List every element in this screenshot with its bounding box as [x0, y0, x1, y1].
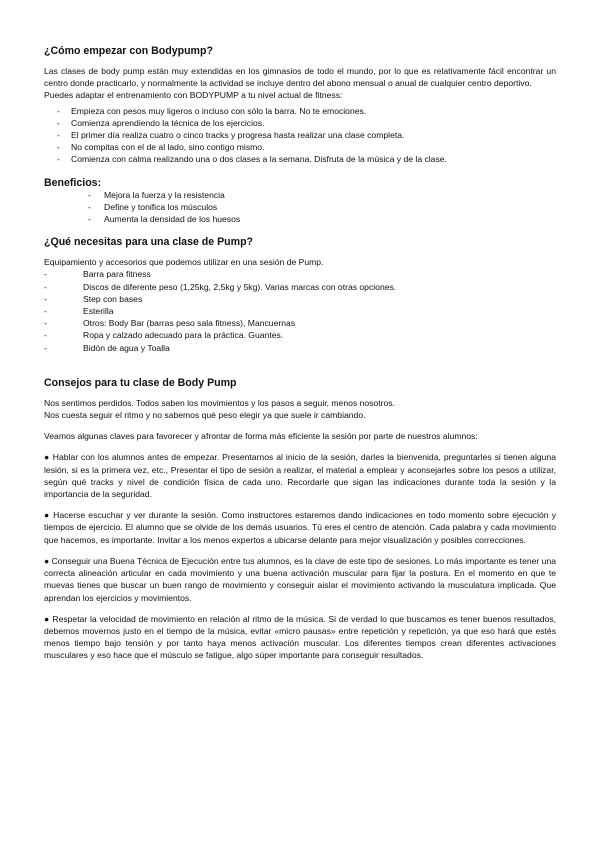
dash-bullet: - — [88, 214, 91, 225]
section-title-tips: Consejos para tu clase de Body Pump — [44, 376, 237, 389]
tip-paragraph-1: ● Hablar con los alumnos antes de empezar. Presentarnos al inicio de la sesión, darles la bienvenida, preguntarles si tienen alguna lesión, si es la primera vez, etc., Presentar el tipo de sesión a realizar, el material a emplear y aconsejarles sobre los pesos a utilizar, según qué tracks y nivel de condición física de cada uno. Recordarle que sigan las indicaciones durante toda la sesión y la importancia de la seguridad. — [44, 452, 556, 500]
list-item: - Ropa y calzado adecuado para la práctica. Guantes. — [44, 330, 284, 341]
equipment-list — [44, 268, 556, 353]
tips-intro-line-2: Nos cuesta seguir el ritmo y no sabemos qué peso elegir ya que suele ir cambiando. — [44, 410, 366, 421]
section-title-benefits: Beneficios: — [44, 176, 102, 189]
list-item: - El primer día realiza cuatro o cinco tracks y progresa hasta realizar una clase completa. — [57, 130, 405, 141]
dash-bullet: - — [44, 293, 47, 304]
dash-bullet: - — [88, 201, 91, 212]
list-item: - Barra para fitness — [44, 269, 151, 280]
list-item: - Comienza aprendiendo la técnica de los ejercicios. — [57, 117, 265, 128]
list-item: - No compitas con el de al lado, sino contigo mismo. — [57, 142, 265, 153]
tips-keys-paragraph: Veamos algunas claves para favorecer y afrontar de forma más eficiente la sesión por parte de nuestros alumnos: — [44, 431, 478, 442]
tip-paragraph-3: ● Conseguir una Buena Técnica de Ejecución entre tus alumnos, es la clave de este tipo de sesiones. Lo más importante es tener una correcta alineación articular en cada movimiento y una buena activación muscular para fijar la postura. En el momento en que te muevas tienes que buscar un buen rango de movimiento y conseguir aislar el movimiento activando la musculatura implicada. Que aprendan los ejercicios y movimientos. — [44, 555, 556, 603]
list-item: - Empieza con pesos muy ligeros o incluso con sólo la barra. No te emociones. — [57, 105, 367, 116]
dash-bullet: - — [88, 189, 91, 200]
list-item: - Step con bases — [44, 293, 143, 304]
tip-paragraph-2: ● Hacerse escuchar y ver durante la sesión. Como instructores estaremos dando indicaciones en todo momento sobre ejecución y tiempos de ejercicio. El alumno que se olvide de los demás usuarios. Tú eres el centro de atención. Cada palabra y cada movimiento que hacemos, es importante. Invitar a los menos expertos a ubicarse delante para mejor visualización y posibles correcciones. — [44, 510, 556, 545]
list-item: - Otros: Body Bar (barras peso sala fitness), Mancuernas — [44, 318, 296, 329]
list-item: - Comienza con calma realizando una o dos clases a la semana. Disfruta de la música y de la clase. — [57, 154, 447, 165]
dash-bullet: - — [44, 330, 47, 341]
dash-bullet: - — [57, 142, 60, 153]
dash-bullet: - — [57, 117, 60, 128]
dash-bullet: - — [57, 154, 60, 165]
list-item: - Esterilla — [44, 306, 114, 317]
section-title-how-to-start: ¿Cómo empezar con Bodypump? — [44, 45, 213, 57]
equipment-lead: Equipamiento y accesorios que podemos utilizar en una sesión de Pump. — [44, 257, 324, 268]
lead-paragraph: Puedes adaptar el entrenamiento con BODYPUMP a tu nivel actual de fitness: — [44, 90, 343, 101]
tips-intro-line-1: Nos sentimos perdidos. Todos saben los movimientos y los pasos a seguir, menos nosotros. — [44, 397, 395, 408]
list-item: - Bidón de agua y Toalla — [44, 342, 170, 353]
list-item: - Mejora la fuerza y la resistencia — [88, 189, 225, 200]
list-item: - Discos de diferente peso (1,25kg, 2,5kg y 5kg). Varias marcas con otras opciones. — [44, 281, 397, 292]
dash-bullet: - — [57, 130, 60, 141]
list-item: - Define y tonifica los músculos — [88, 201, 218, 212]
benefits-list — [44, 189, 556, 226]
dash-bullet: - — [44, 342, 47, 353]
intro-paragraph: Las clases de body pump están muy extendidas en los gimnasios de todo el mundo, por lo que es relativamente fácil encontrar un centro donde practicarlo, y normalmente la actividad se incluye dentro del abono mensual o anual de cualquier centro deportivo. — [44, 66, 556, 89]
section-title-what-you-need: ¿Qué necesitas para una clase de Pump? — [44, 236, 254, 249]
dash-bullet: - — [44, 318, 47, 329]
start-tips-list — [44, 105, 556, 166]
dash-bullet: - — [44, 306, 47, 317]
dash-bullet: - — [44, 281, 47, 292]
dash-bullet: - — [44, 269, 47, 280]
tip-paragraph-4: ● Respetar la velocidad de movimiento en relación al ritmo de la música. Si de verdad lo que buscamos es tener buenos resultados, debemos movernos justo en el tiempo de la música, evitar «micro pausas» entre repetición y repetición, ya que eso hará que estés menos tiempo bajo tensión y por tanto haya menos activación muscular. Los diferentes tiempos crean diferentes activaciones musculares y eso hace que el músculo se fatigue, algo súper importante para conseguir resultados. — [44, 613, 556, 661]
list-item: - Aumenta la densidad de los huesos — [88, 214, 241, 225]
dash-bullet: - — [57, 105, 60, 116]
